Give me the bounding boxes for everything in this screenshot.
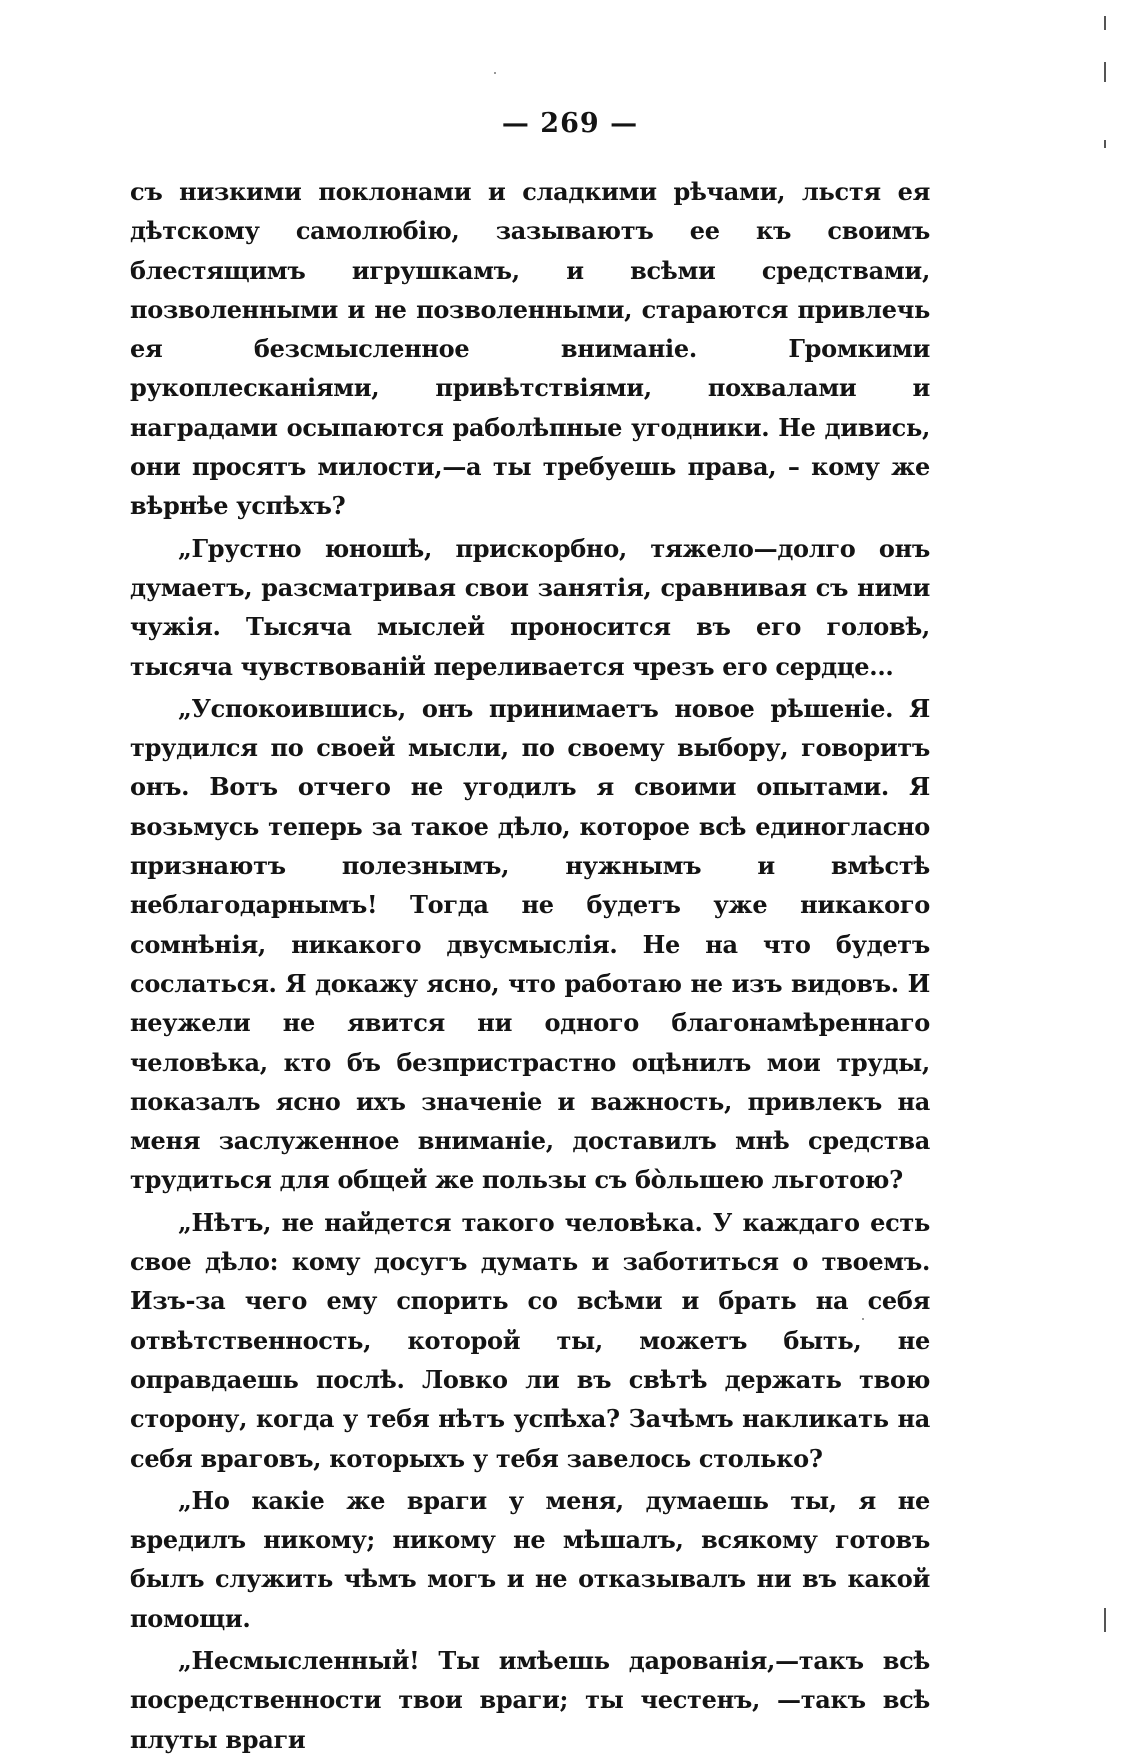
scan-speck	[494, 72, 496, 74]
paragraph: „Грустно юношѣ, прискорбно, тяжело—долго онъ думаетъ, разсматривая свои занятія, сравнивая съ ними чужія. Тысяча мыслей проносится въ его головѣ, тысяча чувствованій переливается чрезъ его сердце...	[130, 533, 930, 681]
paragraph: „Но какіе же враги у меня, думаешь ты, я не вредилъ никому; никому не мѣшалъ, всякому готовъ былъ служить чѣмъ могъ и не отказывалъ ни въ какой помощи.	[130, 1485, 930, 1633]
scan-edge-mark	[1104, 140, 1106, 148]
scan-edge-mark	[1104, 16, 1106, 30]
scan-edge-mark	[1104, 1608, 1106, 1632]
paragraph: съ низкими поклонами и сладкими рѣчами, льстя ея дѣтскому самолюбію, зазываютъ ее къ своимъ блестящимъ игрушкамъ, и всѣми средствами, позволенными и не позволенными, стараются привлечь ея безсмысленное вниманіе. Громкими рукоплесканіями, привѣтствіями, похвалами и наградами осыпаются раболѣпные угодники. Не дивись, они просятъ милости,—а ты требуешь права, – кому же вѣрнѣе успѣхъ?	[130, 177, 930, 521]
paragraph: „Нѣтъ, не найдется такого человѣка. У каждаго есть свое дѣло: кому досугъ думать и заботиться о твоемъ. Изъ-за чего ему спорить со всѣми и брать на себя отвѣтственность, которой ты, можетъ быть, не оправдаешь послѣ. Ловко ли въ свѣтѣ держать твою сторону, когда у тебя нѣтъ успѣха? Зачѣмъ накликать на себя враговъ, которыхъ у тебя завелось столько?	[130, 1207, 930, 1473]
scan-edge-mark	[1104, 62, 1106, 82]
page-number: — 269 —	[501, 108, 639, 139]
paragraph: „Несмысленный! Ты имѣешь дарованія,—такъ всѣ посредственности твои враги; ты честенъ, —такъ всѣ плуты враги	[130, 1645, 930, 1754]
body-text	[130, 172, 930, 1762]
paragraph: „Успокоившись, онъ принимаетъ новое рѣшеніе. Я трудился по своей мысли, по своему выбору, говоритъ онъ. Вотъ отчего не угодилъ я своими опытами. Я возьмусь теперь за такое дѣло, которое всѣ единогласно признаютъ полезнымъ, нужнымъ и вмѣстѣ неблагодарнымъ! Тогда не будетъ уже никакого сомнѣнія, никакого двусмыслія. Не на что будетъ сослаться. Я докажу ясно, что работаю не изъ видовъ. И неужели не явится ни одного благонамѣреннаго человѣка, кто бъ безпристрастно оцѣнилъ мои труды, показалъ ясно ихъ значеніе и важность, привлекъ на меня заслуженное вниманіе, доставилъ мнѣ средства трудиться для общей же пользы съ бо̀льшею льготою?	[130, 693, 930, 1195]
